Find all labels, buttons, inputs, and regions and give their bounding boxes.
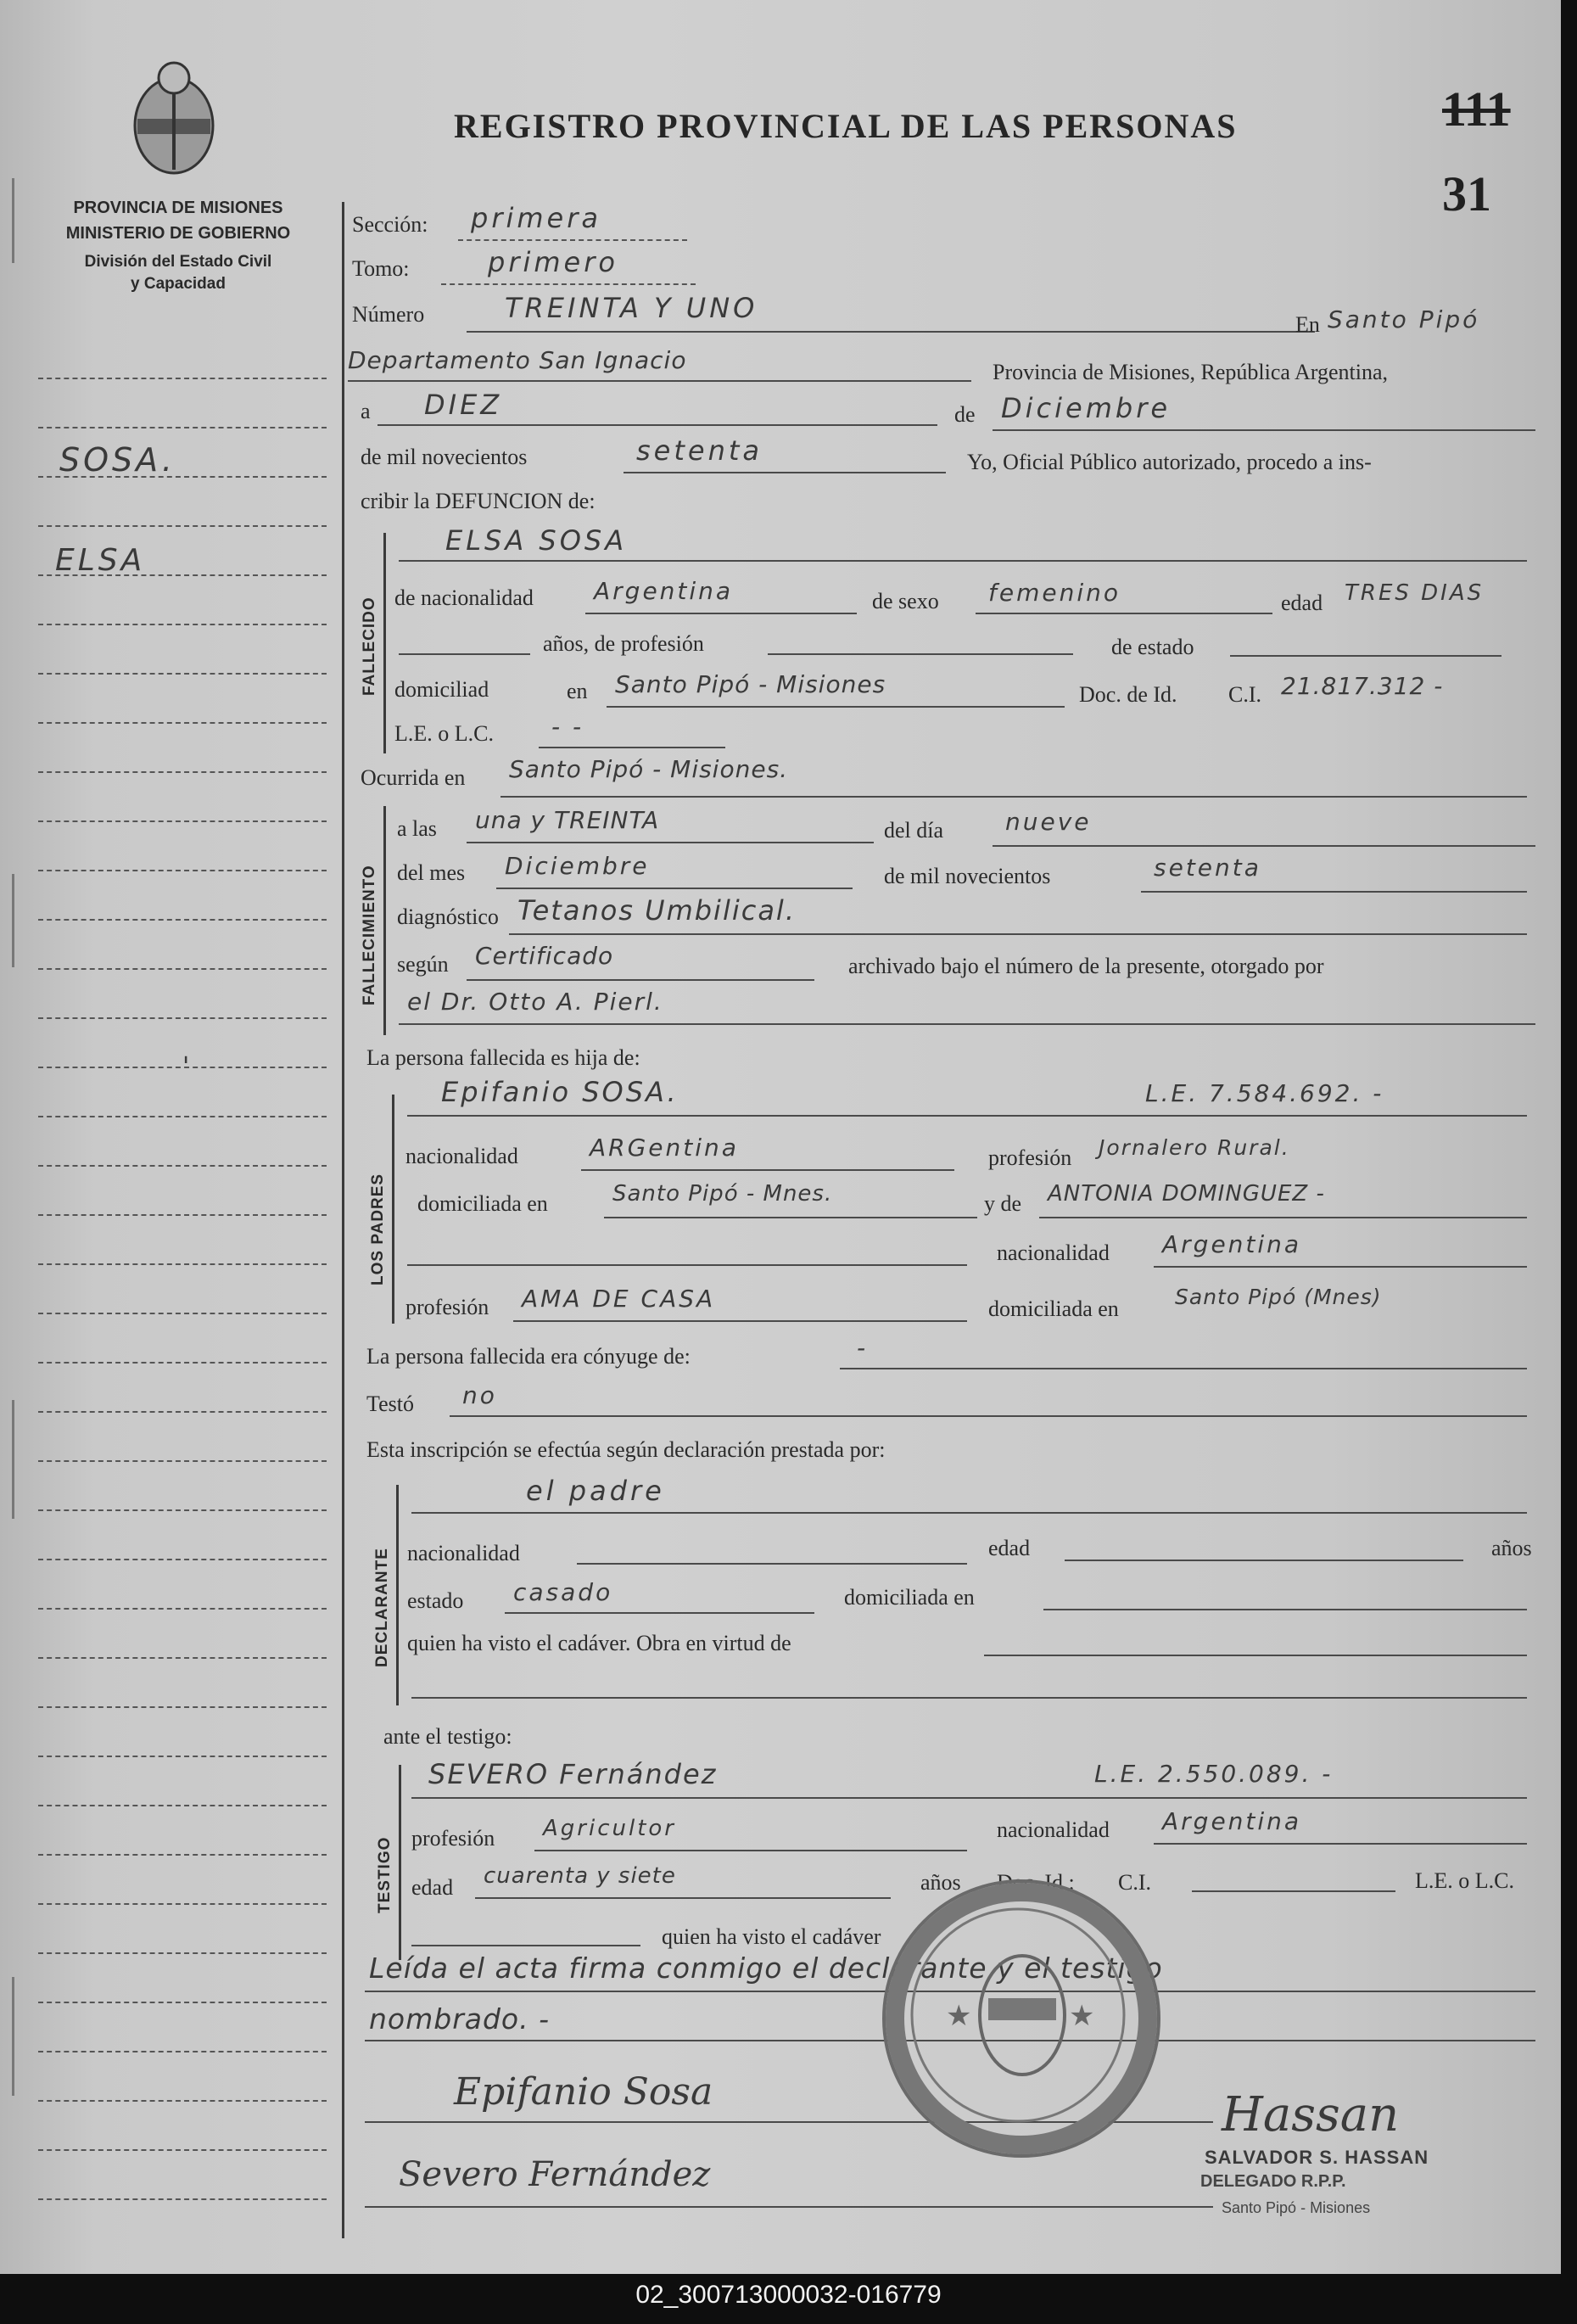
label-sexo: de sexo bbox=[872, 589, 939, 613]
value-doc: 21.817.312 - bbox=[1281, 672, 1444, 700]
label-testigo-anos: años bbox=[920, 1870, 961, 1895]
header-capacidad: y Capacidad bbox=[131, 275, 226, 293]
value-sexo: femenino bbox=[988, 579, 1121, 607]
section-padres: LOS PADRES bbox=[369, 1173, 387, 1285]
label-madre-profesion: profesión bbox=[405, 1295, 489, 1319]
value-diagnostico: Tetanos Umbilical. bbox=[517, 894, 796, 927]
margin-rule-line bbox=[38, 2100, 327, 2102]
section-testigo: TESTIGO bbox=[376, 1836, 394, 1913]
value-padre-domicilio: Santo Pipó - Mnes. bbox=[612, 1181, 833, 1207]
page-title: REGISTRO PROVINCIAL DE LAS PERSONAS bbox=[454, 107, 1238, 145]
margin-rule-line bbox=[38, 624, 327, 625]
margin-rule-line bbox=[38, 1411, 327, 1413]
value-declarante-estado: casado bbox=[513, 1578, 613, 1606]
label-cribir: cribir la DEFUNCION de: bbox=[361, 489, 596, 513]
margin-rule-line bbox=[38, 1263, 327, 1265]
label-segun: según bbox=[397, 952, 449, 977]
value-ocurrida: Santo Pipó - Misiones. bbox=[509, 755, 789, 783]
value-domicilio: Santo Pipó - Misiones bbox=[615, 670, 886, 698]
label-ocurrida: Ocurrida en bbox=[361, 765, 466, 790]
value-nombre: ELSA SOSA bbox=[445, 524, 628, 557]
label-seccion: Sección: bbox=[352, 212, 428, 237]
margin-rule-line bbox=[38, 1362, 327, 1364]
margin-rule-line bbox=[38, 673, 327, 675]
header-division: División del Estado Civil bbox=[84, 253, 272, 271]
margin-divider bbox=[342, 202, 344, 2238]
header-provincia: PROVINCIA DE MISIONES bbox=[73, 199, 283, 217]
label-hija: La persona fallecida es hija de: bbox=[366, 1045, 640, 1070]
label-yo: Yo, Oficial Público autorizado, procedo a ins- bbox=[967, 450, 1372, 474]
label-archivado: archivado bajo el número de la presente, otorgado por bbox=[848, 954, 1324, 978]
label-conyuge: La persona fallecida era cónyuge de: bbox=[366, 1344, 691, 1369]
section-fallecido: FALLECIDO bbox=[361, 596, 378, 696]
label-domiciliado: domiciliad bbox=[394, 677, 489, 702]
label-padre-nacionalidad: nacionalidad bbox=[405, 1144, 518, 1168]
folio-number-struck: 111 bbox=[1442, 81, 1511, 137]
margin-rule-line bbox=[38, 1116, 327, 1117]
closing-line-2: nombrado. - bbox=[369, 2002, 551, 2036]
label-madre-domiciliada: domiciliada en bbox=[988, 1296, 1119, 1321]
value-testigo-doc: L.E. 2.550.089. - bbox=[1094, 1760, 1334, 1788]
value-medico: el Dr. Otto A. Pierl. bbox=[407, 988, 663, 1016]
value-lugar: Santo Pipó bbox=[1328, 305, 1480, 333]
margin-rule-line bbox=[38, 1608, 327, 1610]
seal-emblem-icon bbox=[882, 1879, 1154, 2151]
closing-line-1: Leída el acta firma conmigo el declarante y el testigo bbox=[369, 1952, 1163, 1985]
binding-stitch bbox=[12, 1400, 20, 1519]
value-testigo: SEVERO Fernández bbox=[428, 1758, 718, 1790]
section-fallecimiento: FALLECIMIENTO bbox=[361, 865, 378, 1005]
value-numero: TREINTA Y UNO bbox=[505, 292, 758, 324]
margin-rule-line bbox=[38, 2002, 327, 2003]
label-declarante-anos: años bbox=[1491, 1536, 1532, 1560]
label-testo: Testó bbox=[366, 1392, 414, 1416]
margin-rule-line bbox=[38, 1017, 327, 1019]
label-de: de bbox=[954, 402, 976, 427]
label-mil: de mil novecientos bbox=[361, 445, 528, 469]
value-padre-profesion: Jornalero Rural. bbox=[1099, 1135, 1290, 1160]
margin-rule-line bbox=[38, 1214, 327, 1216]
margin-rule-line bbox=[38, 820, 327, 822]
value-hora: una y TREINTA bbox=[475, 806, 660, 834]
label-en-domicilio: en bbox=[567, 679, 588, 703]
label-doc: Doc. de Id. bbox=[1079, 682, 1177, 707]
margin-rule-line bbox=[38, 870, 327, 871]
binding-stitch bbox=[12, 178, 20, 263]
label-ante-testigo: ante el testigo: bbox=[383, 1724, 512, 1749]
coat-of-arms-icon bbox=[127, 59, 221, 178]
margin-rule-line bbox=[38, 1903, 327, 1905]
label-en: En bbox=[1295, 312, 1320, 337]
value-departamento: Departamento San Ignacio bbox=[348, 346, 687, 374]
value-mes: Diciembre bbox=[1001, 392, 1172, 424]
signature-declarante: Epifanio Sosa bbox=[454, 2070, 713, 2114]
margin-rule-line bbox=[38, 1559, 327, 1560]
label-del-mes: del mes bbox=[397, 860, 466, 885]
label-edad: edad bbox=[1281, 591, 1323, 615]
margin-rule-line bbox=[38, 1952, 327, 1954]
value-madre-nacionalidad: Argentina bbox=[1162, 1230, 1302, 1258]
margin-rule-line bbox=[38, 968, 327, 970]
margin-rule-line bbox=[38, 771, 327, 773]
label-padre-domiciliada: domiciliada en bbox=[417, 1191, 548, 1216]
value-testigo-profesion: Agricultor bbox=[543, 1816, 676, 1841]
label-declarante-estado: estado bbox=[407, 1588, 464, 1613]
margin-mark: ' bbox=[182, 1052, 193, 1082]
value-madre-domicilio: Santo Pipó (Mnes) bbox=[1175, 1285, 1382, 1309]
label-declarante-nacionalidad: nacionalidad bbox=[407, 1541, 520, 1565]
value-tomo: primero bbox=[488, 246, 618, 278]
label-diagnostico: diagnóstico bbox=[397, 904, 499, 929]
label-nacionalidad: de nacionalidad bbox=[394, 585, 534, 610]
value-testigo-edad: cuarenta y siete bbox=[484, 1863, 676, 1889]
svg-text:★: ★ bbox=[946, 1999, 972, 2033]
label-testigo-doc: Doc. Id.: bbox=[997, 1870, 1075, 1895]
value-padre-nacionalidad: ARGentina bbox=[590, 1134, 739, 1162]
value-declarante: el padre bbox=[526, 1475, 665, 1507]
label-declarante-quien: quien ha visto el cadáver. Obra en virtud de bbox=[407, 1631, 791, 1655]
value-anio-fallecimiento: setenta bbox=[1154, 854, 1261, 882]
label-y-de: y de bbox=[984, 1191, 1022, 1216]
margin-rule-line bbox=[38, 1657, 327, 1659]
value-le-lc: - - bbox=[551, 713, 584, 741]
margin-rule-line bbox=[38, 2198, 327, 2200]
label-testigo-ci: C.I. bbox=[1118, 1870, 1151, 1895]
label-doc-ci: C.I. bbox=[1228, 682, 1261, 707]
margin-surname: SOSA. bbox=[59, 441, 176, 479]
value-testigo-nacionalidad: Argentina bbox=[1162, 1807, 1302, 1835]
margin-rule-line bbox=[38, 525, 327, 527]
officer-name: SALVADOR S. HASSAN bbox=[1205, 2147, 1429, 2168]
margin-rule-line bbox=[38, 919, 327, 921]
label-mil-fallecimiento: de mil novecientos bbox=[884, 864, 1051, 888]
value-madre-profesion: AMA DE CASA bbox=[522, 1285, 716, 1313]
binding-stitch bbox=[12, 874, 20, 967]
officer-signature: Hassan bbox=[1222, 2087, 1400, 2142]
margin-rule-line bbox=[38, 1313, 327, 1314]
margin-rule-line bbox=[38, 1460, 327, 1462]
label-declarante-domiciliada: domiciliada en bbox=[844, 1585, 975, 1610]
margin-rule-line bbox=[38, 378, 327, 379]
signature-testigo: Severo Fernández bbox=[399, 2155, 711, 2194]
margin-rule-line bbox=[38, 1165, 327, 1167]
margin-rule-line bbox=[38, 1854, 327, 1856]
margin-rule-line bbox=[38, 1805, 327, 1806]
value-mes-fallecimiento: Diciembre bbox=[505, 852, 650, 880]
value-conyuge: - bbox=[857, 1334, 869, 1362]
margin-rule-line bbox=[38, 2051, 327, 2052]
margin-rule-line bbox=[38, 427, 327, 428]
value-nacionalidad: Argentina bbox=[594, 577, 734, 605]
margin-rule-line bbox=[38, 1706, 327, 1708]
officer-role: DELEGADO R.P.P. bbox=[1200, 2172, 1346, 2191]
label-padre-profesion: profesión bbox=[988, 1145, 1072, 1170]
folio-number: 31 bbox=[1442, 166, 1491, 221]
label-testigo-quien: quien ha visto el cadáver bbox=[662, 1924, 881, 1949]
label-numero: Número bbox=[352, 302, 425, 327]
label-inscripcion: Esta inscripción se efectúa según declaración prestada por: bbox=[366, 1437, 886, 1462]
margin-rule-line bbox=[38, 1509, 327, 1511]
label-testigo-profesion: profesión bbox=[411, 1826, 495, 1851]
label-testigo-le: L.E. o L.C. bbox=[1415, 1868, 1514, 1893]
margin-given-name: ELSA bbox=[55, 543, 146, 578]
binding-stitch bbox=[12, 1977, 20, 2096]
section-declarante: DECLARANTE bbox=[373, 1548, 391, 1667]
officer-place: Santo Pipó - Misiones bbox=[1222, 2199, 1371, 2216]
value-dia: DIEZ bbox=[424, 389, 503, 421]
value-testo: no bbox=[462, 1381, 497, 1409]
value-edad: TRES DIAS bbox=[1345, 580, 1485, 606]
label-anos-profesion: años, de profesión bbox=[543, 631, 704, 656]
label-madre-nacionalidad: nacionalidad bbox=[997, 1240, 1110, 1265]
value-anio: setenta bbox=[636, 434, 763, 467]
label-a-las: a las bbox=[397, 816, 437, 841]
value-seccion: primera bbox=[471, 202, 601, 234]
label-tomo: Tomo: bbox=[352, 256, 410, 281]
label-a: a bbox=[361, 399, 371, 423]
header-ministerio: MINISTERIO DE GOBIERNO bbox=[65, 224, 291, 243]
svg-text:★: ★ bbox=[1069, 1999, 1095, 2033]
margin-rule-line bbox=[38, 722, 327, 724]
value-madre: ANTONIA DOMINGUEZ - bbox=[1048, 1181, 1325, 1207]
margin-rule-line bbox=[38, 2149, 327, 2151]
value-dia-fallecimiento: nueve bbox=[1005, 808, 1092, 836]
value-padre-doc: L.E. 7.584.692. - bbox=[1145, 1079, 1384, 1107]
label-declarante-edad: edad bbox=[988, 1536, 1031, 1560]
label-le-lc: L.E. o L.C. bbox=[394, 721, 494, 746]
label-testigo-nacionalidad: nacionalidad bbox=[997, 1817, 1110, 1842]
margin-rule-line bbox=[38, 1756, 327, 1757]
value-padre: Epifanio SOSA. bbox=[441, 1076, 679, 1108]
label-estado: de estado bbox=[1111, 635, 1194, 659]
value-segun: Certificado bbox=[475, 942, 614, 970]
label-provincia: Provincia de Misiones, República Argentina, bbox=[993, 360, 1388, 384]
label-testigo-edad: edad bbox=[411, 1875, 454, 1900]
image-identifier: 02_300713000032-016779 bbox=[635, 2281, 942, 2309]
label-del-dia: del día bbox=[884, 818, 944, 843]
